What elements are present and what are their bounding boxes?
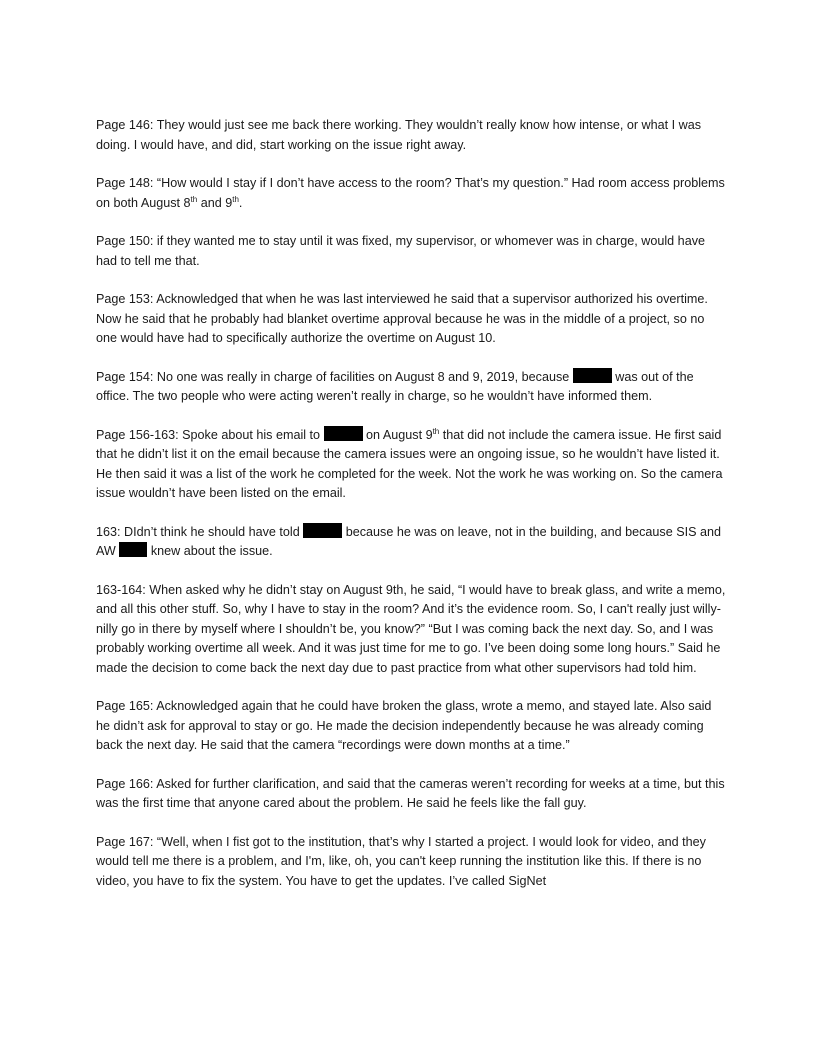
paragraph-text: that did not include the camera issue. He first said that he didn’t list it on the email because the camera issues were an ongoing issue, so he wouldn’t have listed it. He then said it was a list of the work he completed for the week. Not the work he was working on. So the camera issue wouldn’t have been listed on the email. [96, 427, 723, 500]
paragraph-page-148 [96, 174, 726, 213]
redaction-box [324, 426, 363, 441]
superscript: th [190, 194, 198, 204]
paragraph-page-154 [96, 368, 726, 407]
paragraph-text: because he was on leave, not in the building, and because SIS and AW [96, 524, 722, 558]
paragraph-text: and 9 [197, 195, 233, 210]
paragraph-text: knew about the issue. [147, 544, 273, 558]
paragraph-page-146: Page 146: They would just see me back there working. They wouldn’t really know how intense, or what I was doing. I would have, and did, start working on the issue right away. [96, 118, 702, 152]
paragraph-page-156-163 [96, 426, 726, 504]
paragraph-page-167: Page 167: “Well, when I fist got to the institution, that’s why I started a project. I would look for video, and they would tell me there is a problem, and I'm, like, oh, you can't keep running the institution like this. If there is no video, you have to fix the system. You have to get the updates. I’ve called SigNet [96, 834, 706, 888]
paragraph-page-150: Page 150: if they wanted me to stay until it was fixed, my supervisor, or whomever was in charge, would have had to tell me that. [96, 234, 705, 268]
paragraph-text: Page 154: No one was really in charge of facilities on August 8 and 9, 2019, because [96, 369, 573, 384]
paragraph-page-163-164: 163-164: When asked why he didn’t stay on August 9th, he said, “I would have to break glass, and write a memo, and all this other stuff. So, why I have to stay in the room? And it’s the evidence room. So, I can't really just willy-nilly go in there by myself where I shouldn’t be, you know?” “But I was coming back the next day. So, and I was probably working overtime all week. And it was just time for me to go. I’ve been doing some long hours.” Said he made the decision to come back the next day due to past practice from what other supervisors had told him. [96, 582, 726, 675]
paragraph-text: Page 148: “How would I stay if I don’t have access to the room? That’s my question.” Had room access problems on both August 8 [96, 176, 725, 210]
paragraph-page-166: Page 166: Asked for further clarification, and said that the cameras weren’t recording for weeks at a time, but this was the first time that anyone cared about the problem. He said he feels like the fall guy. [96, 776, 725, 810]
redaction-box [303, 523, 342, 538]
paragraph-text: on August 9 [362, 427, 433, 442]
superscript: th [432, 426, 440, 436]
paragraph-page-165: Page 165: Acknowledged again that he could have broken the glass, wrote a memo, and stayed late. Also said he didn’t ask for approval to stay or go. He made the decision independently because he was already coming back the next day. He said that the camera “recordings were down months at a time.” [96, 699, 712, 752]
paragraph-text: was out of the office. The two people who were acting weren’t really in charge, so he wouldn’t have informed them. [96, 369, 694, 403]
paragraph-page-153: Page 153: Acknowledged that when he was last interviewed he said that a supervisor authorized his overtime. Now he said that he probably had blanket overtime approval because he was in the middle of a project, so no one would have had to specifically authorize the overtime on August 10. [96, 292, 708, 345]
paragraph-text: Page 156-163: Spoke about his email to [96, 427, 324, 442]
redaction-box [573, 368, 612, 383]
redaction-box [119, 542, 147, 557]
paragraph-page-163 [96, 523, 726, 562]
superscript: th [232, 194, 239, 204]
paragraph-text: . [238, 195, 243, 210]
paragraph-text: 163: DIdn’t think he should have told [96, 524, 304, 539]
document-body [96, 116, 726, 910]
